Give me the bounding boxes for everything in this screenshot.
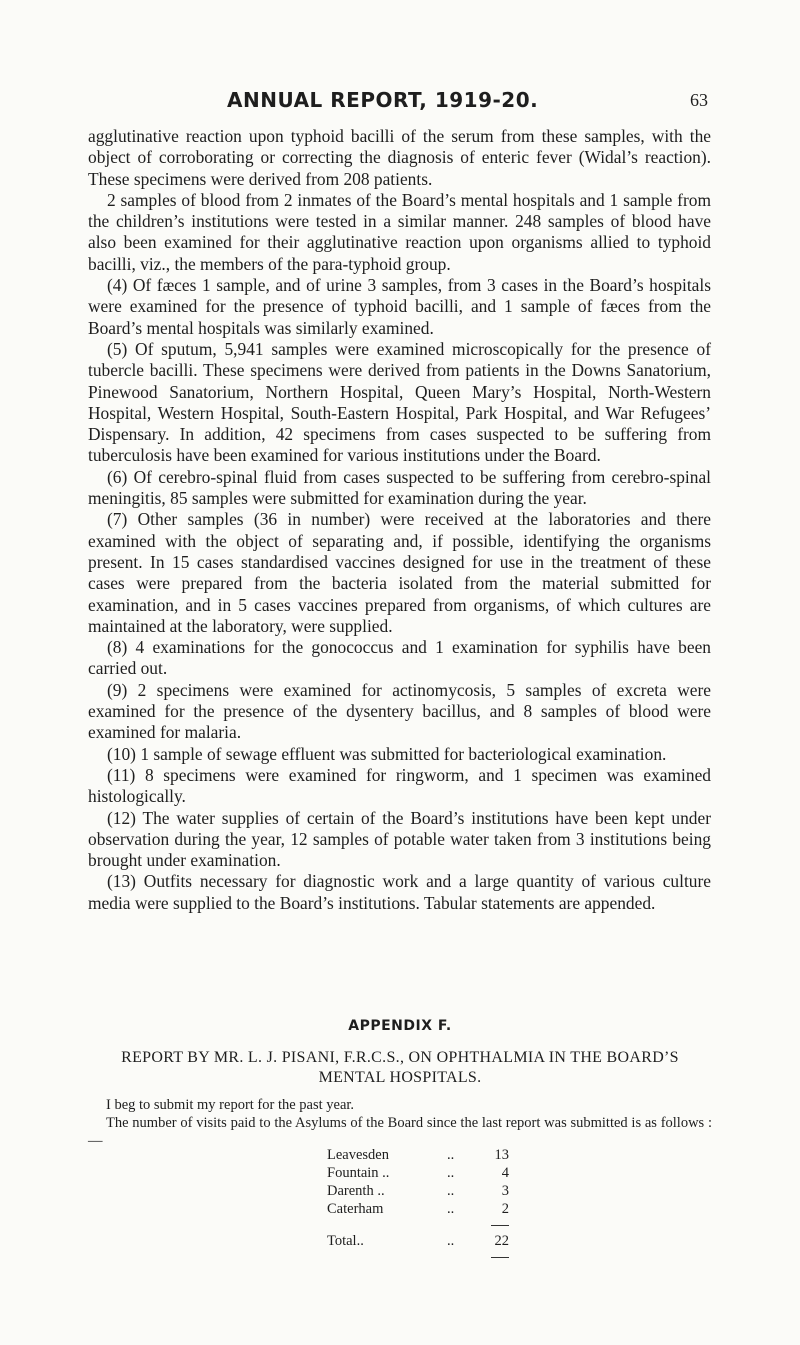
paragraph: (4) Of fæces 1 sample, and of urine 3 samples, from 3 cases in the Board’s hospitals were examined for the presence of typhoid bacilli, and 1 sample of fæces from the Board’s mental hospitals was similarly examined. (88, 275, 711, 338)
subtotal-rule-row (327, 1218, 509, 1232)
leader-dots: .. (447, 1165, 455, 1181)
table-row (327, 1182, 509, 1200)
visits-table (327, 1146, 509, 1264)
total-row (327, 1232, 509, 1250)
table-row (327, 1164, 509, 1182)
appendix-paragraph: I beg to submit my report for the past year. (106, 1097, 355, 1113)
paragraph: (13) Outfits necessary for diagnostic work and a large quantity of various culture media were supplied to the Board’s institutions. Tabular statements are appended. (88, 871, 711, 913)
subtotal-rule (491, 1225, 509, 1226)
leader-dots: .. (447, 1183, 455, 1199)
report-title: REPORT BY MR. L. J. PISANI, F.R.C.S., ON OPHTHALMIA IN THE BOARD’S MENTAL HOSPITALS. (121, 1049, 679, 1086)
appendix-intro (88, 1096, 712, 1150)
visit-count: 3 (501, 1183, 509, 1199)
total-label: Total.. (327, 1233, 364, 1249)
paragraph: agglutinative reaction upon typhoid bacilli of the serum from these samples, with the object of corroborating or correcting the diagnosis of enteric fever (Widal’s reaction). These specimens were derived from 208 patients. (88, 126, 711, 189)
paragraph: (12) The water supplies of certain of the Board’s institutions have been kept under observation during the year, 12 samples of potable water taken from 3 institutions being brought under examination. (88, 807, 711, 871)
total-rule-row (327, 1250, 509, 1264)
leader-dots: .. (447, 1147, 455, 1163)
paragraph: (6) Of cerebro-spinal fluid from cases suspected to be suffering from cerebro-spinal meningitis, 85 samples were submitted for examination during the year. (88, 466, 711, 509)
table-row (327, 1200, 509, 1218)
leader-dots: .. (447, 1233, 455, 1249)
appendix-heading: APPENDIX F. (348, 1018, 452, 1034)
visit-count: 4 (501, 1165, 509, 1181)
paragraph: (11) 8 specimens were examined for ringworm, and 1 specimen was examined histologically. (88, 764, 711, 807)
body-text (88, 126, 711, 914)
visit-count: 2 (501, 1201, 509, 1217)
visit-place: Leavesden (327, 1147, 389, 1163)
table-row (327, 1146, 509, 1164)
visit-place: Darenth .. (327, 1183, 385, 1199)
running-title: ANNUAL REPORT, 1919-20. (227, 88, 539, 112)
visit-count: 13 (494, 1147, 509, 1163)
paragraph: (9) 2 specimens were examined for actinomycosis, 5 samples of excreta were examined for the presence of the dysentery bacillus, and 8 samples of blood were examined for malaria. (88, 679, 711, 743)
page-number: 63 (690, 90, 708, 110)
visit-place: Caterham (327, 1201, 384, 1217)
paragraph: (8) 4 examinations for the gonococcus and 1 examination for syphilis have been carried out. (88, 637, 711, 679)
paragraph: (7) Other samples (36 in number) were received at the laboratories and there examined with the object of separating and, if possible, identifying the organisms present. In 15 cases standardised vaccines designed for use in the treatment of these cases were prepared from the bacteria isolated from the material submitted for examination, and in 5 cases vaccines prepared from organisms, of which cultures are maintained at the laboratory, were supplied. (88, 509, 711, 636)
running-head (0, 88, 800, 114)
leader-dots: .. (447, 1201, 455, 1217)
visit-place: Fountain .. (327, 1165, 390, 1181)
appendix-paragraph: The number of visits paid to the Asylums of the Board since the last report was submitted is as follows :— (88, 1115, 712, 1149)
paragraph: 2 samples of blood from 2 inmates of the Board’s mental hospitals and 1 sample from the children’s institutions were tested in a similar manner. 248 samples of blood have also been examined for their agglutinative reaction upon organisms allied to typhoid bacilli, viz., the members of the para-typhoid group. (88, 189, 711, 274)
total-count: 22 (494, 1233, 509, 1249)
total-rule (491, 1257, 509, 1258)
paragraph: (10) 1 sample of sewage effluent was submitted for bacteriological examination. (107, 743, 667, 764)
paragraph: (5) Of sputum, 5,941 samples were examined microscopically for the presence of tubercle bacilli. These specimens were derived from patients in the Downs Sanatorium, Pinewood Sanatorium, Northern Hospital, Queen Mary’s Hospital, North-Western Hospital, Western Hospital, South-Eastern Hospital, Park Hospital, and War Refugees’ Dispensary. In addition, 42 specimens from cases suspected to be suffering from tuberculosis have been examined for various institutions under the Board. (88, 338, 711, 466)
